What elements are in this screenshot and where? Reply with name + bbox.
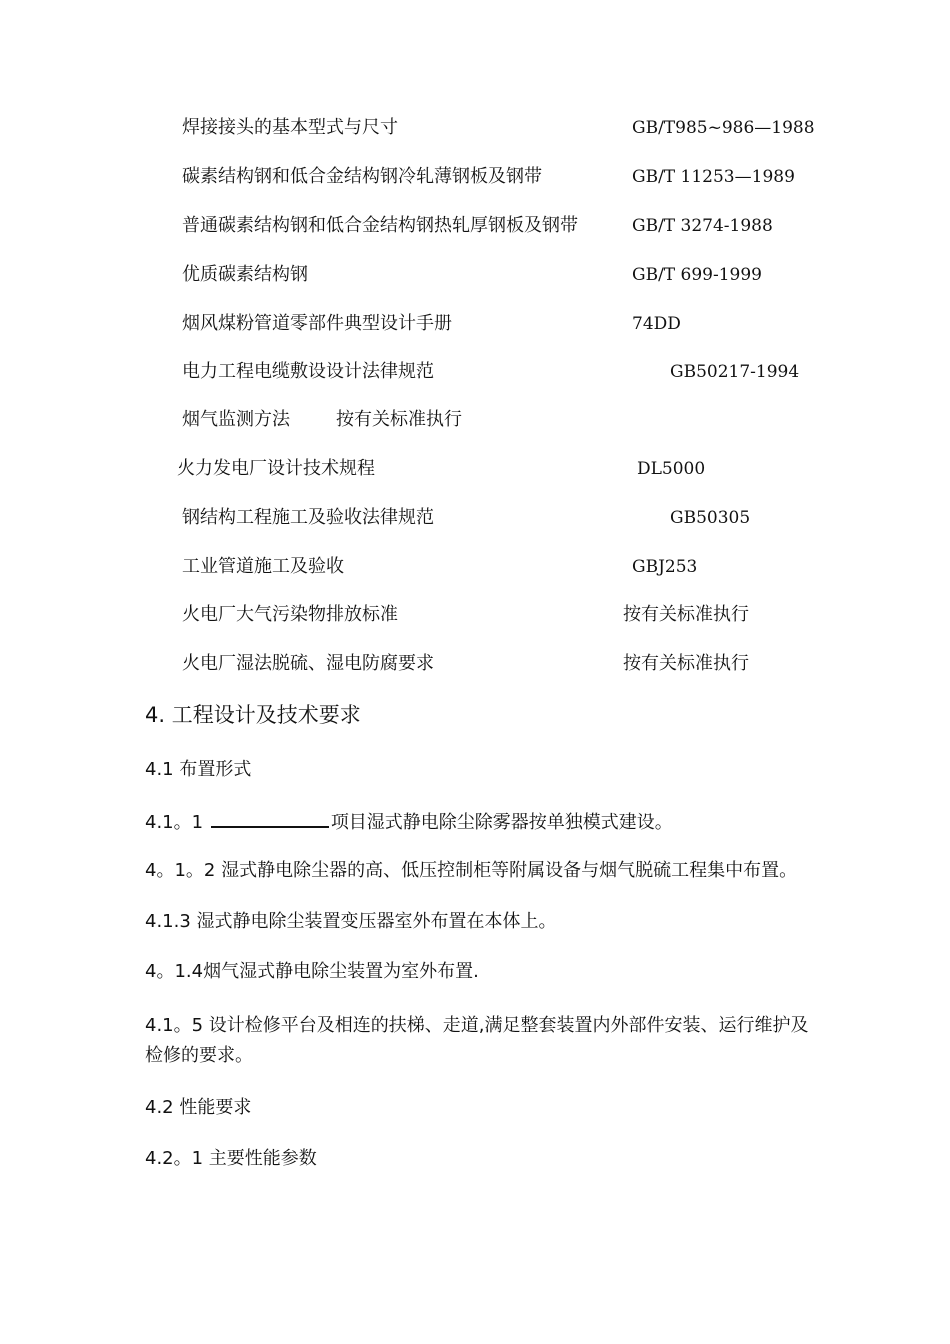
paragraph-4-1-3: 4.1.3 湿式静电除尘装置变压器室外布置在本体上。 — [145, 911, 557, 932]
reference-code: GB/T 699-1999 — [632, 265, 762, 285]
reference-code: 按有关标准执行 — [623, 653, 749, 674]
reference-code: 按有关标准执行 — [623, 604, 749, 625]
reference-name: 焊接接头的基本型式与尺寸 — [182, 117, 398, 138]
paragraph-4-1-4: 4。1.4烟气湿式静电除尘装置为室外布置. — [145, 961, 479, 982]
reference-code: 74DD — [632, 314, 681, 334]
reference-name: 火力发电厂设计技术规程 — [177, 458, 375, 479]
reference-code: GB/T985~986—1988 — [632, 118, 815, 138]
reference-code: GBJ253 — [632, 557, 698, 577]
reference-name: 工业管道施工及验收 — [182, 556, 344, 577]
paragraph-number: 4.1。1 — [145, 812, 204, 833]
reference-name: 电力工程电缆敷设设计法律规范 — [182, 361, 434, 382]
reference-name: 火电厂湿法脱硫、湿电防腐要求 — [182, 653, 434, 674]
subsection-heading: 4.1 布置形式 — [145, 759, 252, 780]
reference-code: GB50305 — [670, 508, 751, 528]
reference-code: GB/T 11253—1989 — [632, 167, 795, 187]
paragraph-4-1-1 — [145, 810, 673, 834]
reference-name: 烟风煤粉管道零部件典型设计手册 — [182, 313, 452, 334]
reference-name: 优质碳素结构钢 — [182, 264, 308, 285]
paragraph-text: 项目湿式静电除尘除雾器按单独模式建设。 — [330, 812, 673, 833]
subsection-heading: 4.2 性能要求 — [145, 1097, 252, 1118]
reference-name: 火电厂大气污染物排放标准 — [182, 604, 398, 625]
reference-name: 碳素结构钢和低合金结构钢冷轧薄钢板及钢带 — [182, 166, 542, 187]
reference-code: DL5000 — [637, 459, 706, 479]
paragraph-4-1-5: 4.1。5 设计检修平台及相连的扶梯、走道,满足整套装置内外部件安装、运行维护及检修的要求。 — [145, 1015, 809, 1066]
reference-name: 普通碳素结构钢和低合金结构钢热轧厚钢板及钢带 — [182, 215, 578, 236]
reference-code: GB50217-1994 — [670, 362, 800, 382]
paragraph-4-2-1: 4.2。1 主要性能参数 — [145, 1148, 317, 1169]
reference-code: GB/T 3274-1988 — [632, 216, 773, 236]
section-heading: 4. 工程设计及技术要求 — [145, 703, 361, 727]
reference-code: 按有关标准执行 — [336, 409, 462, 430]
paragraph-4-1-2: 4。1。2 湿式静电除尘器的高、低压控制柜等附属设备与烟气脱硫工程集中布置。 — [145, 860, 798, 881]
blank-fill-line — [211, 810, 329, 828]
reference-name: 烟气监测方法 — [182, 409, 290, 430]
reference-name: 钢结构工程施工及验收法律规范 — [182, 507, 434, 528]
